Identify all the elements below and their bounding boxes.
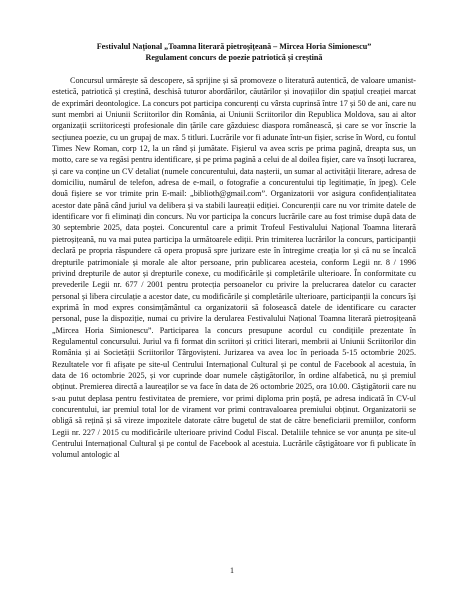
regulation-body-paragraph: Concursul urmărește să descopere, să sprijine și să promoveze o literatură autentică, de valoare umanist-estetică, patriotică și creștină, deschisă tuturor abordărilor, căutărilor și inovațiilor din spațiul creației marcat de exprimări deontologice. La concurs pot participa concurenți cu vârsta cuprinsă între 17 și 50 de ani, care nu sunt membri ai Uniunii Scriitorilor din România, ai Uniunii Scriitorilor din Republica Moldova, sau ai altor organizații scriitoricești profesionale din țările care găzduiesc diaspora românească, și care se vor înscrie la secțiunea poezie, cu un grupaj de max. 5 titluri. Lucrările vor fi adunate într-un fișier, scrise în Word, cu fontul Times New Roman, corp 12, la un rând și jumătate. Fișierul va avea scris pe prima pagină, dreapta sus, un motto, care se va regăsi pentru identificare, și pe prima pagină a celui de al doilea fișier, care va însoți lucrarea, și care va conține un CV detaliat (numele concurentului, data nașterii, un sumar al activității literare, adresa de domiciliu, numărul de telefon, adresa de e-mail, o fotografie a concurentului tip legitimație, în jpeg). Cele două fișiere se vor trimite prin E-mail: „biblioth@gmail.com”. Organizatorii vor asigura confidențialitatea acestor date până când juriul va delibera și va stabili laureații ediției. Concurenții care nu vor trimite datele de identificare vor fi eliminați din concurs. Nu vor participa la concurs lucrările care au fost trimise după data de 30 septembrie 2025, data poștei. Concurentul care a primit Trofeul Festivalului Național Toamna literară pietroșițeană, nu va mai putea participa la următoarele ediții. Prin trimiterea lucrărilor la concurs, participanții declară pe propria răspundere că opera propusă spre jurizare este în întregime creația lor și că nu se încalcă drepturile patrimoniale și morale ale altor persoane, prin publicarea acesteia, conform Legii nr. 8 / 1996 privind drepturile de autor și drepturile conexe, cu modificările și completările ulterioare. În conformitate cu prevederile Legii nr. 677 / 2001 pentru protecția persoanelor cu privire la prelucrarea datelor cu caracter personal și libera circulație a acestor date, cu modificările și completările ulterioare, participanții la concurs își exprimă în mod expres consimțământul ca organizatorii să folosească datele de identificare cu caracter personal, puse la dispoziție, numai cu privire la derularea Festivalului Național Toamna literară pietroșițeană „Mircea Horia Simionescu”. Participarea la concurs presupune acordul cu condițiile prezentate în Regulamentul concursului. Juriul va fi format din scriitori și critici literari, membrii ai Uniunii Scriitorilor din România și ai Societății Scriitorilor Târgovișteni. Jurizarea va avea loc în perioada 5-15 octombrie 2025. Rezultatele vor fi afișate pe site-ul Centrului Internațional Cultural și pe contul de Facebook al acestuia, în data de 16 octombrie 2025, și vor cuprinde doar numele câștigătorilor, în ordine alfabetică, nu și premiul obținut. Premierea directă a laureaților se va face în data de 26 octombrie 2025, ora 10.00. Câștigătorii care nu s-au putut deplasa pentru festivitatea de premiere, vor primi diploma prin poștă, pe adresa indicată în CV-ul concurentului, iar premiul total lor de virament vor primi contravaloarea premiului obținut. Organizatorii se obligă să rețină și să vireze impozitele datorate către bugetul de stat de către beneficiarii premiilor, conform Legii nr. 227 / 2015 cu modificările ulterioare privind Codul Fiscal. Detaliile tehnice se vor anunța pe site-ul Centrului Internațional Cultural și pe contul de Facebook al acestuia. Lucrările câștigătoare vor fi publicate în volumul antologic al: [52, 76, 416, 460]
title-line-regulation: Regulament concurs de poezie patriotică și creștină: [145, 52, 323, 62]
document-title: [52, 42, 416, 63]
page-number: 1: [230, 566, 234, 575]
title-line-festival: Festivalul Național „Toamna literară pietroșițeană – Mircea Horia Simionescu”: [96, 42, 372, 51]
document-page: [52, 42, 416, 461]
